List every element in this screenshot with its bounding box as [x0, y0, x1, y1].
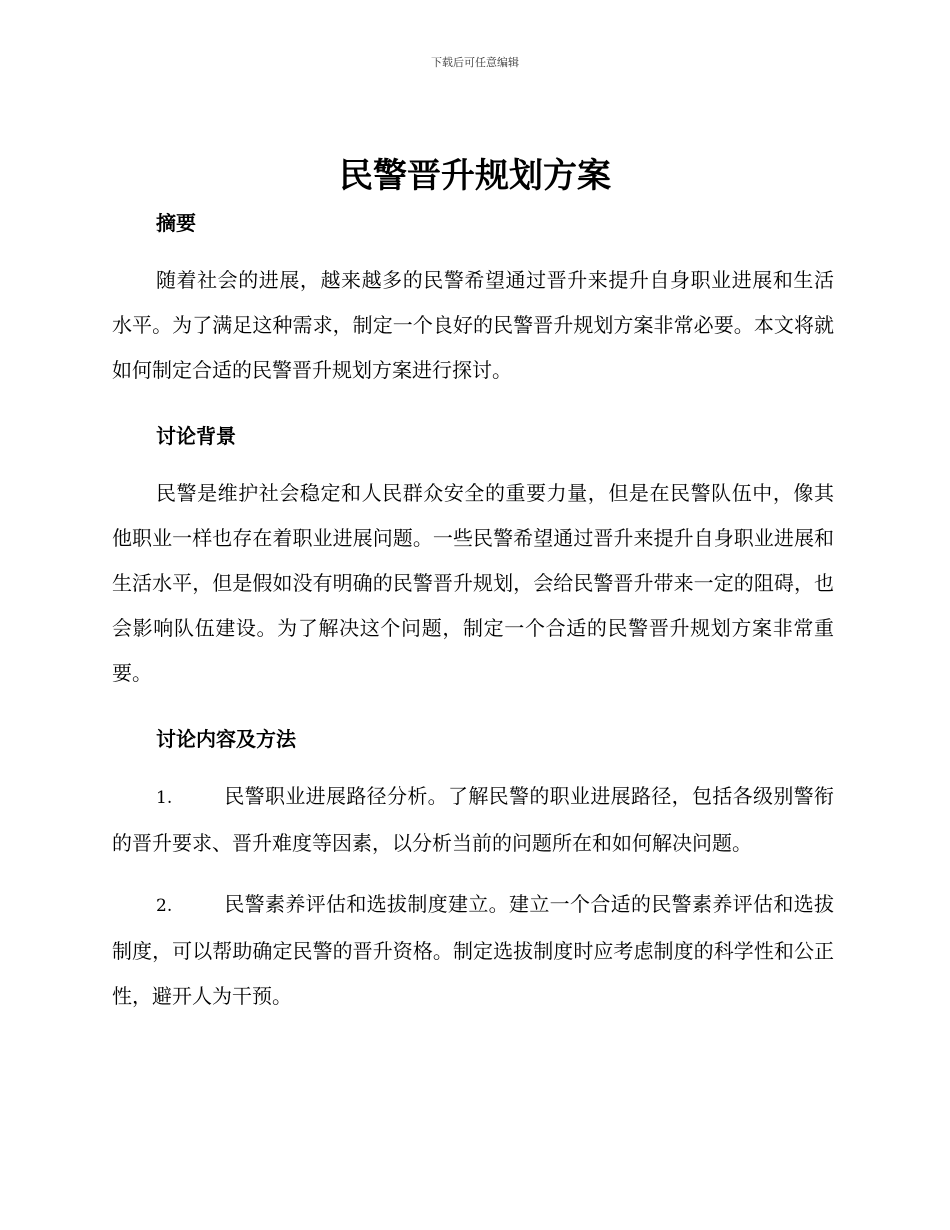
background-heading: 讨论背景 [156, 424, 236, 448]
abstract-heading: 摘要 [156, 211, 196, 235]
page-title: 民警晋升规划方案 [339, 156, 611, 196]
background-paragraph: 民警是维护社会稳定和人民群众安全的重要力量，但是在民警队伍中，像其他职业一样也存在着职业进展问题。一些民警希望通过晋升来提升自身职业进展和生活水平，但是假如没有明确的民警晋升规划，会给民警晋升带来一定的阻碍，也会影响队伍建设。为了解决这个问题，制定一个合适的民警晋升规划方案非常重要。 [112, 481, 834, 685]
list-item [112, 774, 834, 866]
list-item-number: 1. [156, 788, 173, 808]
list-item-text: 民警职业进展路径分析。了解民警的职业进展路径，包括各级别警衔的晋升要求、晋升难度等因素，以分析当前的问题所在和如何解决问题。 [112, 784, 834, 855]
list-item-text: 民警素养评估和选拔制度建立。建立一个合适的民警素养评估和选拔制度，可以帮助确定民警的晋升资格。制定选拔制度时应考虑制度的科学性和公正性，避开人为干预。 [112, 892, 834, 1008]
header-note: 下载后可任意编辑 [431, 56, 519, 69]
list-item [112, 882, 834, 1019]
methods-heading: 讨论内容及方法 [156, 727, 296, 751]
document-body [112, 200, 834, 1019]
abstract-paragraph: 随着社会的进展，越来越多的民警希望通过晋升来提升自身职业进展和生活水平。为了满足这种需求，制定一个良好的民警晋升规划方案非常必要。本文将就如何制定合适的民警晋升规划方案进行探讨。 [112, 268, 834, 382]
list-item-number: 2. [156, 896, 173, 916]
